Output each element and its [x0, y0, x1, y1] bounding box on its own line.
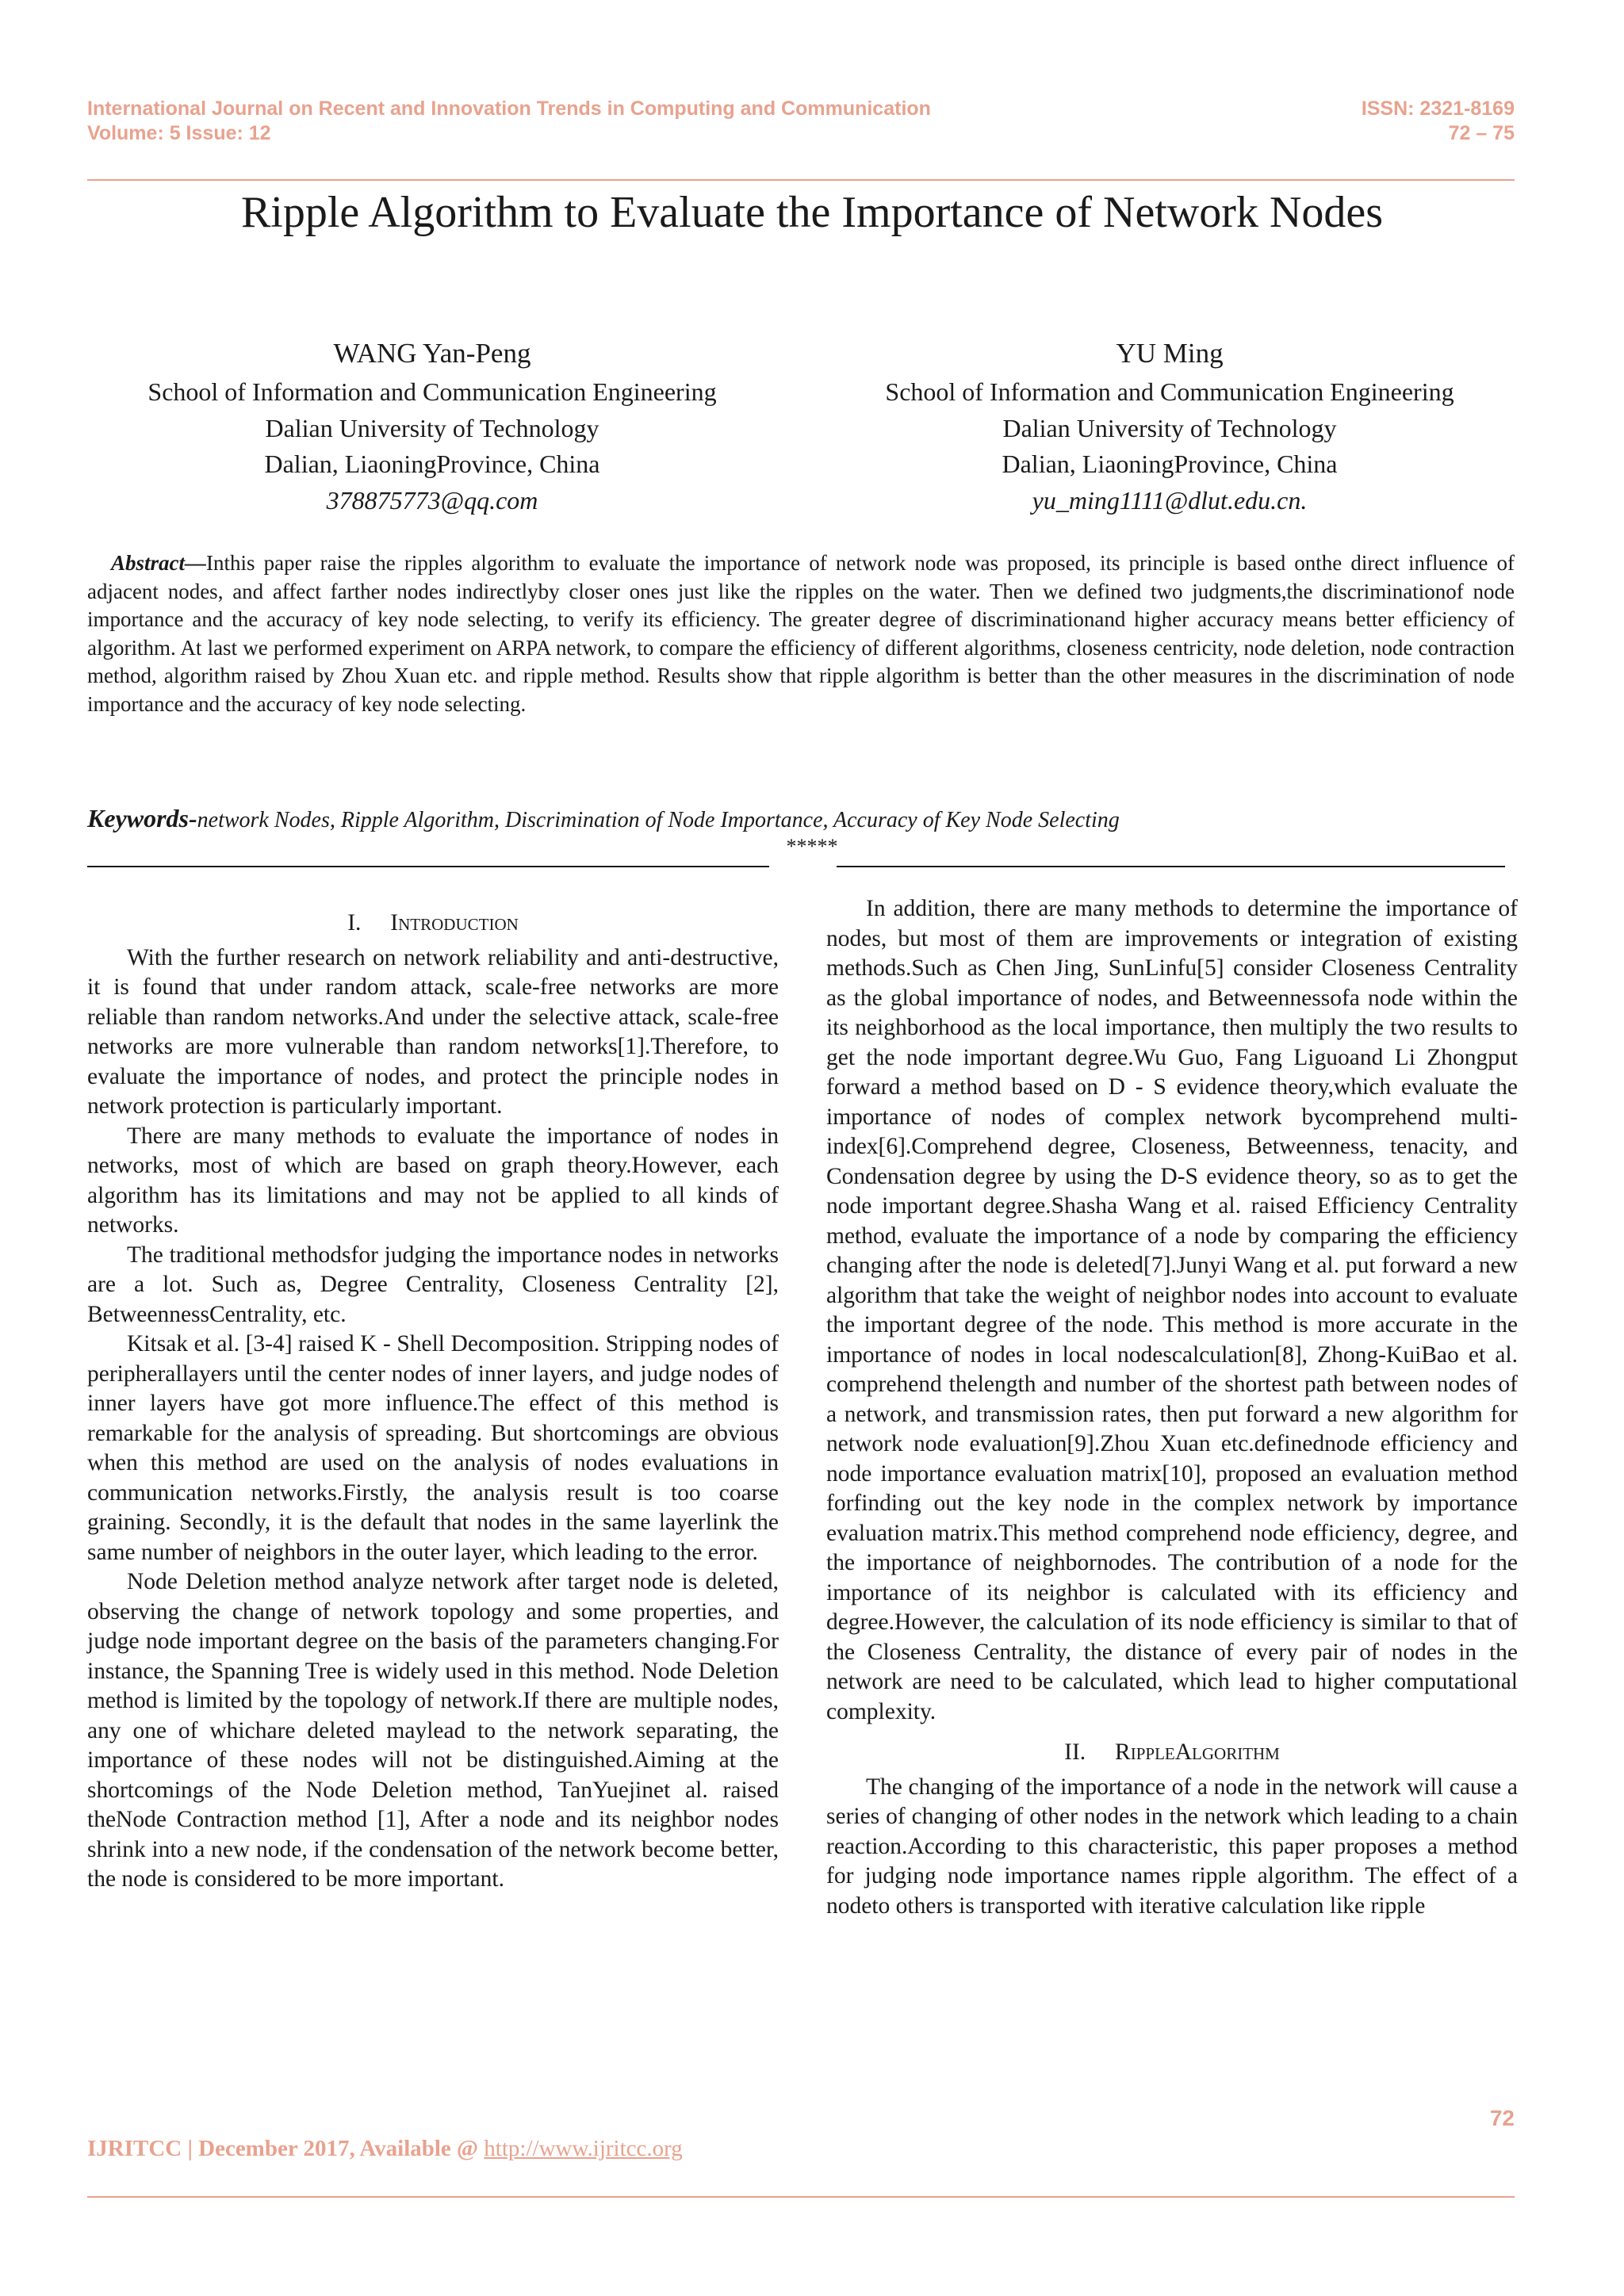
- keywords-label: Keywords-: [87, 804, 197, 832]
- running-header-right: [1362, 97, 1515, 146]
- section-heading-2: [826, 1738, 1518, 1768]
- journal-name: International Journal on Recent and Innovation Trends in Computing and Communication: [87, 98, 931, 120]
- author-block-2: [813, 333, 1526, 519]
- separator-rule-left: [87, 866, 769, 867]
- author-email: yu_ming1111@dlut.edu.cn.: [1032, 485, 1308, 515]
- paragraph: With the further research on network reliability and anti-destructive, it is found that under random attack, scale-free networks are more reliable than random networks.And under the selective attack, scale-free networks are more vulnerable than random networks[1].Therefore, to evaluate the importance of nodes, and protect the principle nodes in network protection is particularly important.: [87, 944, 779, 1119]
- volume-issue: Volume: 5 Issue: 12: [87, 122, 271, 144]
- keywords-text: network Nodes, Ripple Algorithm, Discrimination of Node Importance, Accuracy of Key Node Selecting: [197, 808, 1120, 832]
- author-department: School of Information and Communication Engineering: [885, 377, 1454, 406]
- author-university: Dalian University of Technology: [1002, 413, 1337, 442]
- paragraph: Kitsak et al. [3-4] raised K - Shell Decomposition. Stripping nodes of peripherallayers until the center nodes of inner layers, and judge nodes of inner layers have got more influence.The effect of this method is remarkable for the analysis of spreading. But shortcomings are obvious when this method are used on the analysis of nodes evaluations in communication networks.Firstly, the analysis result is too coarse graining. Secondly, it is the default that nodes in the same layerlink the same number of neighbors in the outer layer, which leading to the error.: [87, 1331, 779, 1565]
- running-header-left: [87, 97, 931, 146]
- paragraph: There are many methods to evaluate the importance of nodes in networks, most of which are based on graph theory.However, each algorithm has its limitations and may not be applied to all kinds of networks.: [87, 1123, 779, 1238]
- author-name: YU Ming: [1116, 338, 1224, 369]
- abstract: [87, 549, 1515, 719]
- header-rule: [87, 179, 1515, 181]
- page-range: 72 – 75: [1448, 122, 1515, 144]
- author-email: 378875773@qq.com: [326, 485, 538, 515]
- author-block-1: [75, 333, 789, 519]
- issn: ISSN: 2321-8169: [1361, 98, 1515, 120]
- author-location: Dalian, LiaoningProvince, China: [264, 450, 600, 478]
- page-number: 72: [1489, 2106, 1515, 2130]
- paragraph: The changing of the importance of a node in the network will cause a series of changing of other nodes in the network which leading to a chain reaction.According to this characteristic, this paper proposes a method for judging node importance names ripple algorithm. The effect of a nodeto others is transported with iterative calculation like ripple: [826, 1774, 1518, 1919]
- author-name: WANG Yan-Peng: [333, 338, 531, 369]
- right-column: [826, 894, 1518, 1921]
- paragraph: The traditional methodsfor judging the importance nodes in networks are a lot. Such as, Degree Centrality, Closeness Centrality [2], BetweennessCentrality, etc.: [87, 1242, 779, 1327]
- journal-website-link[interactable]: http://www.ijritcc.org: [484, 2136, 683, 2161]
- paragraph: Node Deletion method analyze network after target node is deleted, observing the change of network topology and some properties, and judge node important degree on the basis of the parameters changing.For instance, the Spanning Tree is widely used in this method. Node Deletion method is limited by the topology of network.If there are multiple nodes, any one of whichare deleted maylead to the network separating, the importance of these nodes will not be distinguished.Aiming at the shortcomings of the Node Deletion method, TanYuejinet al. raised theNode Contraction method [1], After a node and its neighbor nodes shrink into a new node, if the condensation of the network become better, the node is considered to be more important.: [87, 1569, 779, 1892]
- paragraph: In addition, there are many methods to determine the importance of nodes, but most of them are improvements or integration of existing methods.Such as Chen Jing, SunLinfu[5] consider Closeness Centrality as the global importance of nodes, and Betweennessofa node within the its neighborhood as the local importance, then multiply the two results to get the node important degree.Wu Guo, Fang Liguoand Li Zhongput forward a method based on D - S evidence theory,which evaluate the importance of nodes of complex network bycomprehend multi-index[6].Comprehend degree, Closeness, Betweenness, tenacity, and Condensation degree by using the D-S evidence theory, so as to get the node important degree.Shasha Wang et al. raised Efficiency Centrality method, evaluate the importance of a node by comparing the efficiency changing after the node is deleted[7].Junyi Wang et al. put forward a new algorithm that take the weight of neighbor nodes into account to evaluate the important degree of the node. This method is more accurate in the importance of nodes in local nodescalculation[8], Zhong-KuiBao et al. comprehend thelength and number of the shortest path between nodes of a network, and transmission rates, then put forward a new algorithm for network node evaluation[9].Zhou Xuan etc.definednode efficiency and node importance evaluation matrix[10], proposed an evaluation method forfinding out the key node in the complex network by importance evaluation matrix.This method comprehend node efficiency, degree, and the importance of neighbornodes. The contribution of a node for the importance of its neighbor is calculated with its efficiency and degree.However, the calculation of its node efficiency is similar to that of the Closeness Centrality, the distance of every pair of nodes in the network are need to be calculated, which lead to higher computational complexity.: [826, 896, 1518, 1724]
- section-number: II.: [1064, 1739, 1086, 1765]
- abstract-text: Inthis paper raise the ripples algorithm to evaluate the importance of network node was proposed, its principle is based onthe direct influence of adjacent nodes, and affect farther nodes indirectlyby closer ones just like the ripples on the water. Then we defined two judgments,the discriminationof node importance and the accuracy of key node selecting, to verify its efficiency. The greater degree of discriminationand higher accuracy means better efficiency of algorithm. At last we performed experiment on ARPA network, to compare the efficiency of different algorithms, closeness centricity, node deletion, node contraction method, algorithm raised by Zhou Xuan etc. and ripple method. Results show that ripple algorithm is better than the other measures in the discrimination of node importance and the accuracy of key node selecting.: [87, 551, 1515, 716]
- footer: [87, 2136, 683, 2162]
- separator-stars: *****: [786, 835, 838, 858]
- keywords: [87, 804, 1515, 835]
- left-column: [87, 909, 779, 1895]
- author-university: Dalian University of Technology: [265, 413, 599, 442]
- section-heading-1: [87, 909, 779, 939]
- section-number: I.: [347, 910, 362, 936]
- section-title: Introduction: [390, 910, 519, 936]
- abstract-label: Abstract—: [111, 551, 207, 575]
- footer-text: IJRITCC | December 2017, Available @: [87, 2136, 485, 2161]
- author-location: Dalian, LiaoningProvince, China: [1002, 450, 1338, 478]
- section-title: RippleAlgorithm: [1115, 1739, 1280, 1765]
- footer-rule: [87, 2196, 1515, 2198]
- author-department: School of Information and Communication Engineering: [147, 377, 717, 406]
- paper-title: Ripple Algorithm to Evaluate the Importance of Network Nodes: [240, 188, 1384, 237]
- separator-rule-right: [837, 866, 1505, 867]
